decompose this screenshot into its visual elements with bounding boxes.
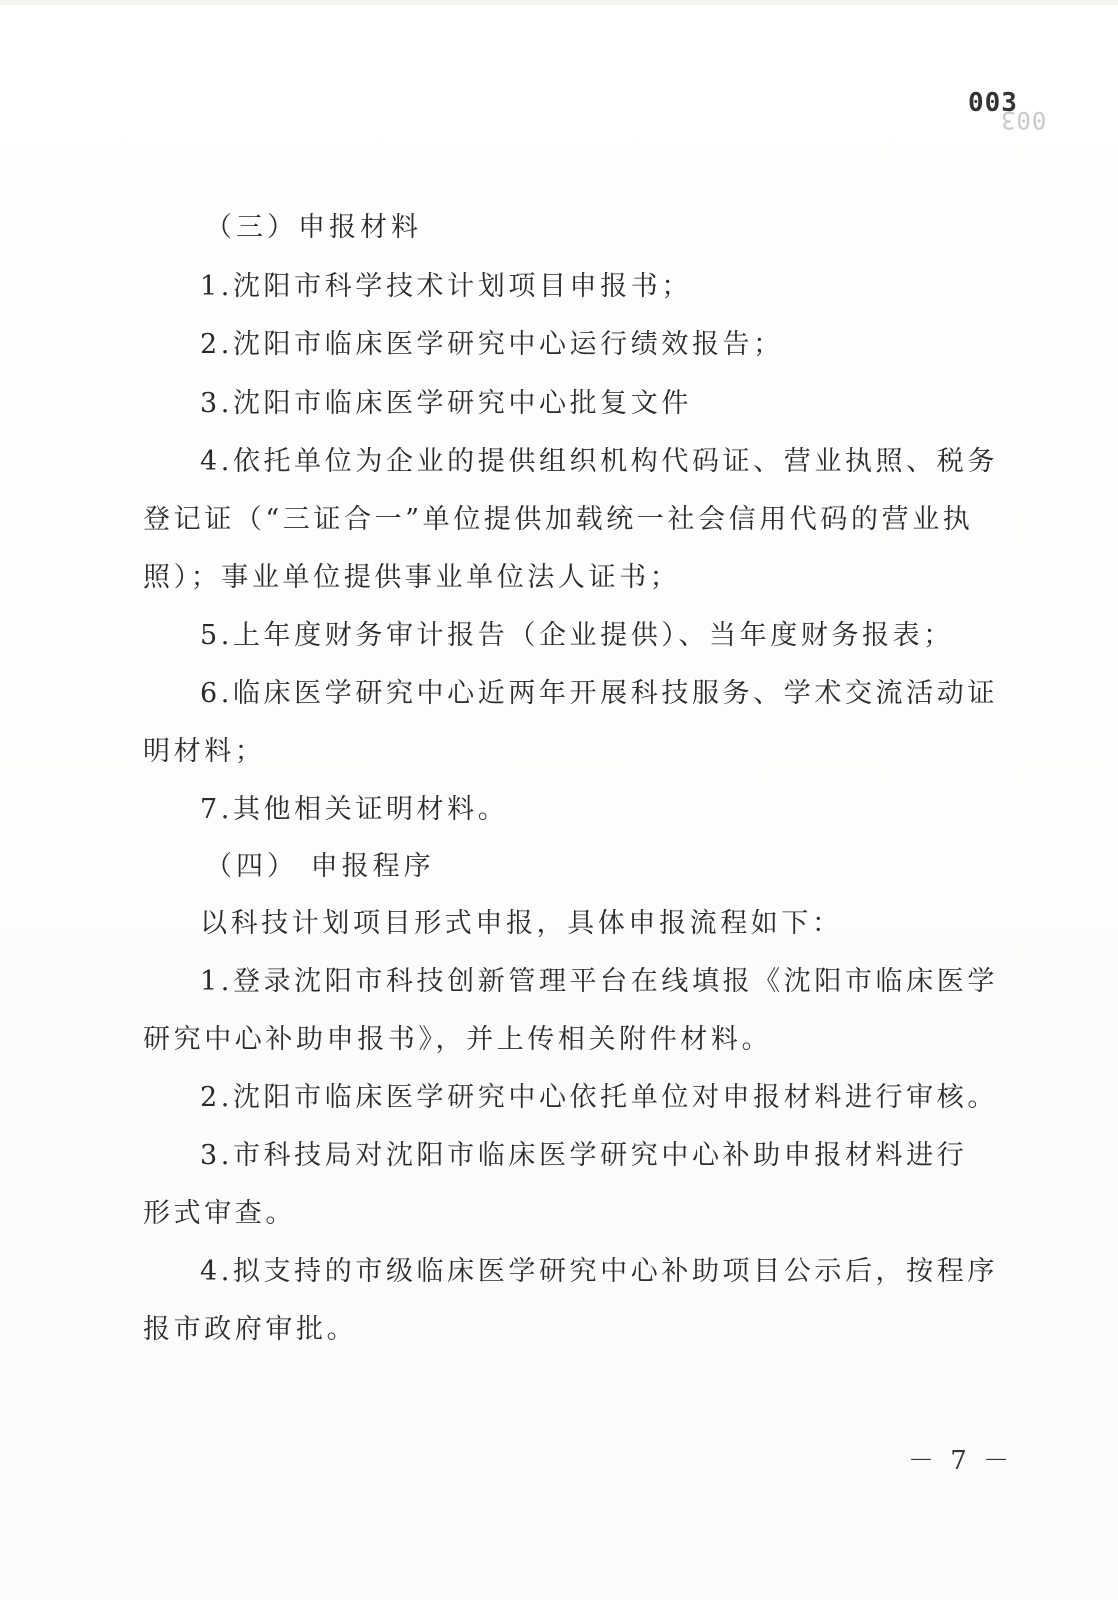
material-item-6-line2: 明材料； [143, 736, 266, 767]
page-number: － 7 － [908, 1446, 1014, 1476]
page-stamp-bleed-through: 003 [1000, 106, 1047, 134]
material-item-4-line3: 照）；事业单位提供事业单位法人证书； [143, 562, 681, 593]
section-heading-materials: （三）申报材料 [205, 212, 422, 243]
material-item-1: 1.沈阳市科学技术计划项目申报书； [200, 271, 692, 302]
page-stamp-number: 003 [968, 88, 1018, 118]
material-item-6-line1: 6.临床医学研究中心近两年开展科技服务、学术交流活动证 [200, 678, 998, 709]
material-item-5: 5.上年度财务审计报告（企业提供）、当年度财务报表； [200, 620, 954, 651]
procedure-step-1-line1: 1.登录沈阳市科技创新管理平台在线填报《沈阳市临床医学 [200, 966, 998, 997]
procedure-step-2: 2.沈阳市临床医学研究中心依托单位对申报材料进行审核。 [200, 1082, 998, 1113]
procedure-step-3-line1: 3.市科技局对沈阳市临床医学研究中心补助申报材料进行 [200, 1140, 968, 1171]
material-item-3: 3.沈阳市临床医学研究中心批复文件 [200, 388, 692, 419]
procedure-step-4-line2: 报市政府审批。 [143, 1314, 358, 1345]
material-item-2: 2.沈阳市临床医学研究中心运行绩效报告； [200, 329, 784, 360]
material-item-4-line1: 4.依托单位为企业的提供组织机构代码证、营业执照、税务 [200, 446, 998, 477]
procedure-intro: 以科技计划项目形式申报，具体申报流程如下： [200, 908, 843, 939]
procedure-step-1-line2: 研究中心补助申报书》，并上传相关附件材料。 [143, 1024, 773, 1055]
procedure-step-3-line2: 形式审查。 [143, 1198, 296, 1229]
material-item-7: 7.其他相关证明材料。 [200, 794, 509, 825]
section-heading-procedure: （四） 申报程序 [205, 851, 435, 882]
material-item-4-line2: 登记证（“三证合一”单位提供加载统一社会信用代码的营业执 [143, 504, 974, 535]
procedure-step-4-line1: 4.拟支持的市级临床医学研究中心补助项目公示后，按程序 [200, 1256, 998, 1287]
